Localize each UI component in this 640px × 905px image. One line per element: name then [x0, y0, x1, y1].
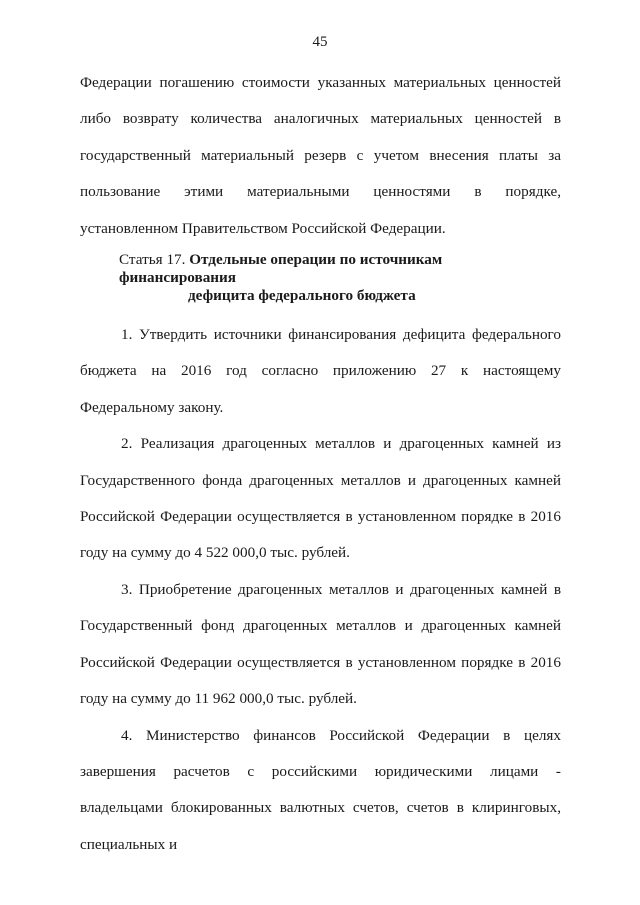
clause-2: 2. Реализация драгоценных металлов и драгоценных камней из Государственного фонда драгоценных металлов и драгоценных камней Российской Федерации осуществляется в установленном порядке в 2016 году на сумму до 4 522 000,0 тыс. рублей.	[80, 435, 561, 562]
paragraph-continuation: Федерации погашению стоимости указанных материальных ценностей либо возврату количества аналогичных материальных ценностей в государственный материальный резерв с учетом внесения платы за пользование этими материальными ценностями в порядке, установленном Правительством Российской Федерации.	[80, 74, 561, 237]
document-body	[80, 65, 561, 863]
article-title-line2: дефицита федерального бюджета	[188, 287, 416, 305]
clause-3: 3. Приобретение драгоценных металлов и драгоценных камней в Государственный фонд драгоценных металлов и драгоценных камней Российской Федерации осуществляется в установленном порядке в 2016 году на сумму до 11 962 000,0 тыс. рублей.	[80, 580, 561, 708]
page-number: 45	[312, 34, 328, 50]
article-heading	[80, 251, 561, 305]
clause-1: 1. Утвердить источники финансирования дефицита федерального бюджета на 2016 год согласно приложению 27 к настоящему Федеральному закону.	[80, 326, 561, 416]
article-number: Статья 17.	[119, 251, 186, 269]
article-title-line1: Отдельные операции по источникам финансирования	[119, 251, 443, 287]
clause-4: 4. Министерство финансов Российской Федерации в целях завершения расчетов с российскими юридическими лицами - владельцами блокированных валютных счетов, счетов в клиринговых, специальных и	[80, 726, 561, 853]
